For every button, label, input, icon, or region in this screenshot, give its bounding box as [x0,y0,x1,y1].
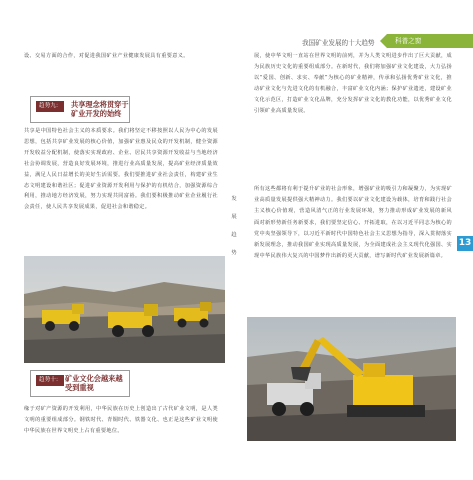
right-paragraph: 展，使中华文明一直站在世界文明的前列，并为人类文明进步作出了巨大贡献，成为民族历史文化的重要组成部分。在新时代，我们将加强矿业文化建设，大力弘扬以“爱国、创新、求实、奉献”为核心的矿业精神，传承和弘扬优秀矿业文化，推动矿业文化与先进文化的有机融合，丰富矿业文化内涵；保护矿业遗迹，建设矿业文化示范区，打造矿业文化品牌，充分发挥矿业文化的教化功能，以优秀矿业文化引领矿业高质量发展。 [254,53,452,114]
trend-heading-box [30,370,130,397]
trend-title [65,374,123,392]
side-label-char: 发 [231,196,237,202]
photo-excavator [247,317,456,441]
trend-title-line: 受到重视 [65,383,94,392]
mine-trucks-illustration [24,256,225,363]
trend-title-line: 矿业文化会越来越 [65,374,123,383]
photo-mine-trucks [24,256,225,363]
right-paragraph: 面对新形势新任务新要求，我们要坚定信心、开拓进取，在以习近平同志为核心的党中央坚强领导下，以习近平新时代中国特色社会主义思想为指导，深入贯彻落实新发展理念，推动我国矿业实现高质量发展，为全面建成社会主义现代化强国、实现中华民族伟大复兴的中国梦作出新的更大贡献，谱写新时代矿业发展新篇章。 [254,220,452,259]
trend-tag: 趋势十： [36,375,64,386]
left-intro-text: 设、交易方面的合作，对促进我国矿业产业健康发展具有重要意义。 [24,53,189,59]
running-header-title: 我国矿业发展的十大趋势 [302,39,375,47]
trend-tag: 趋势九： [36,101,64,112]
trend-paragraph: 缘于对矿产资源的开发利用，中华民族在历史上创造出了古代矿业文明，是人类文明的重要组成部分。钢铁时代、青铜时代、铁器文化、也正是这些矿业文明使中华民族在世界文明史上占有重要地位。 [24,406,218,434]
trend-title-line: 共享理念将贯穿于 [71,100,129,109]
trend-heading-box [30,96,130,123]
excavator-illustration [247,317,456,441]
trend-title [71,100,129,118]
side-label-char: 势 [231,250,237,256]
page-number: 13 [457,236,473,251]
right-paragraph: 所有这些都将有利于提升矿业的社会形象，增强矿业的吸引力和凝聚力，为实现矿业高质量发展提供强大精神动力。我们要以矿业文化建设为载体，培育和践行社会主义核心价值观，营造风清气正的行业发展环境，努力推动形成矿业发展的新风 [254,186,452,214]
trend-paragraph: 共享是中国特色社会主义的本质要求。我们将坚定不移按照以人民为中心的发展思想，包括共享矿业发展的核心价值，加强矿业惠及民众的开发机制，健全资源开发收益分配机制，使落实实现政府、企业、居民共享资源开发收益与当地经济社会协调发展，营造良好发展环境，推进行业高质量发展，提高矿业经济质量效益，满足人民日益增长的美好生活需要。我们要推进矿业社会责任，构建矿业生态文明建设和谐社区；促进矿业资源开发利用与保护的有机结合，加强资源综合利用，推动地方经济发展，努力实现共同富裕。我们要积极推动矿业企业履行社会责任，使人民共享发展成果，促进社会和谐稳定。 [24,128,218,211]
trend-title-line: 矿业开发的始终 [71,109,122,118]
side-label-char: 展 [231,214,237,220]
side-label-char: 趋 [231,232,237,238]
section-tab: 科普之窗 [387,34,473,48]
